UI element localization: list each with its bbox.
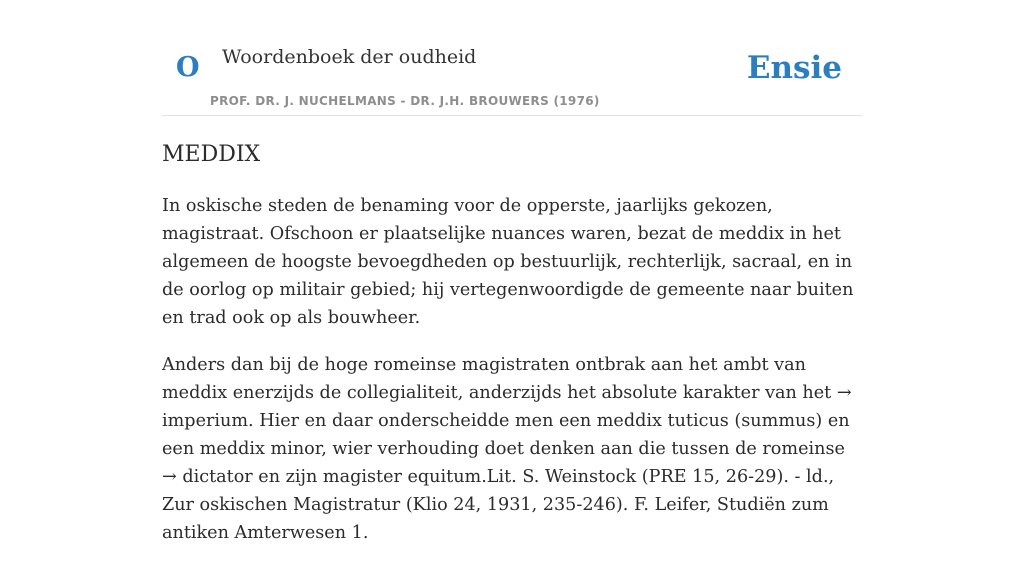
page-header [162,40,862,116]
authors-line: PROF. DR. J. NUCHELMANS - DR. J.H. BROUWERS (1976) [210,94,600,108]
entry-title: MEDDIX [162,142,261,167]
letter-index[interactable]: O [176,52,200,83]
book-title[interactable]: Woordenboek der oudheid [222,46,477,68]
entry-body [162,192,862,566]
entry-paragraph: In oskische steden de benaming voor de opperste, jaarlijks gekozen, magistraat. Ofschoon er plaatselijke nuances waren, bezat de meddix in het algemeen de hoogste bevoegdheden op bestuurlijk, rechterlijk, sacraal, en in de oorlog op militair gebied; hij vertegenwoordigde de gemeente naar buiten en trad ook op als bouwheer. [162,196,854,328]
entry-paragraph: Anders dan bij de hoge romeinse magistraten ontbrak aan het ambt van meddix enerzijds de collegialiteit, anderzijds het absolute karakter van het → imperium. Hier en daar onderscheidde men een meddix tuticus (summus) en een meddix minor, wier verhouding doet denken aan die tussen de romeinse → dictator en zijn magister equitum.Lit. S. Weinstock (PRE 15, 26-29). - ld., Zur oskischen Magistratur (Klio 24, 1931, 235-246). F. Leifer, Studiën zum antiken Amterwesen 1. [162,355,852,543]
brand-logo-link[interactable]: Ensie [746,50,842,86]
